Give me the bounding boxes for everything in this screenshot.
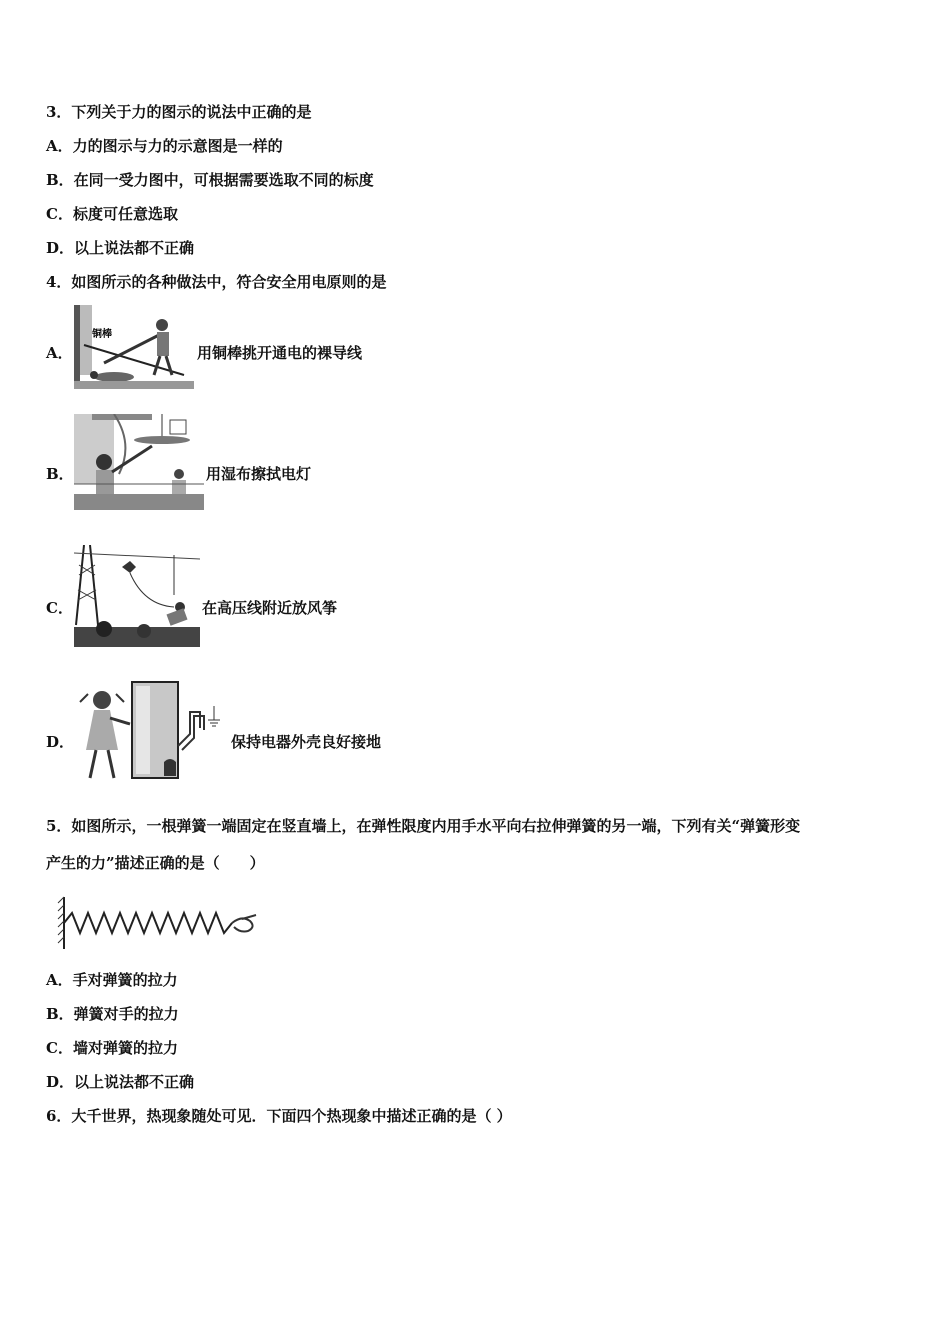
- q3-stem: 3．下列关于力的图示的说法中正确的是: [46, 103, 312, 121]
- q5-option-c: C．墙对弹簧的拉力: [46, 1039, 178, 1057]
- q4-option-c-caption: 在高压线附近放风筝: [202, 599, 338, 617]
- q6-stem: 6．大千世界，热现象随处可见．下面四个热现象中描述正确的是（ ）: [46, 1107, 512, 1125]
- q5-option-b: B．弹簧对手的拉力: [46, 1005, 179, 1023]
- kite-power-line-illustration: [74, 545, 200, 647]
- q4-option-d-label: D．: [46, 733, 75, 751]
- grounded-appliance-illustration: [74, 680, 230, 782]
- q3-option-b: B．在同一受力图中，可根据需要选取不同的标度: [46, 171, 374, 189]
- copper-rod-illustration: [74, 305, 194, 389]
- q4-option-a-label: A．: [46, 344, 73, 362]
- q4-option-d-caption: 保持电器外壳良好接地: [231, 733, 382, 751]
- q4-option-b-label: B．: [46, 465, 74, 483]
- q5-stem-line2: 产生的力”描述正确的是（ ）: [46, 854, 265, 872]
- copper-rod-picture-label: 铜棒: [92, 329, 112, 340]
- q5-stem-line1: 5．如图所示，一根弹簧一端固定在竖直墙上，在弹性限度内用手水平向右拉伸弹簧的另一端，下列有关“弹簧形变: [46, 817, 801, 835]
- q4-option-c-label: C．: [46, 599, 73, 617]
- q4-option-a-caption: 用铜棒挑开通电的裸导线: [197, 344, 363, 362]
- q4-stem: 4．如图所示的各种做法中，符合安全用电原则的是: [46, 273, 387, 291]
- wet-cloth-lamp-illustration: [74, 414, 204, 510]
- q5-option-a: A．手对弹簧的拉力: [46, 971, 178, 989]
- q5-option-d: D．以上说法都不正确: [46, 1073, 195, 1091]
- q3-option-d: D．以上说法都不正确: [46, 239, 195, 257]
- q4-option-b-caption: 用湿布擦拭电灯: [206, 465, 312, 483]
- q3-option-c: C．标度可任意选取: [46, 205, 178, 223]
- spring-wall-illustration: [56, 893, 262, 953]
- q3-option-a: A．力的图示与力的示意图是一样的: [46, 137, 283, 155]
